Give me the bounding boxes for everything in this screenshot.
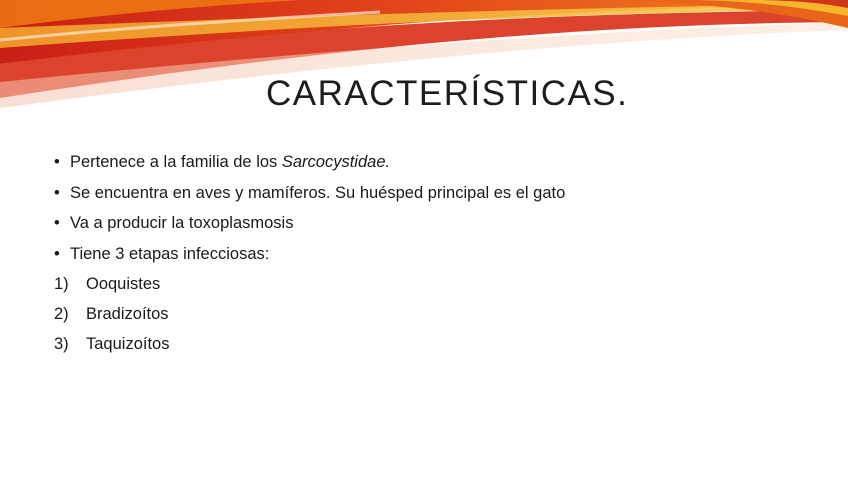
bullet-text: Tiene 3 etapas infecciosas: [70,245,270,263]
bullet-marker: • [54,184,60,202]
numbered-text: Taquizoítos [86,335,170,353]
bullet-marker: • [54,153,60,171]
bullet-marker: • [54,245,60,263]
bullet-item [54,214,293,233]
numbered-item [54,305,169,324]
numbered-item [54,275,160,294]
bullet-item [54,184,565,203]
slide-title: CARACTERÍSTICAS. [266,74,629,113]
number-marker: 2) [54,305,69,323]
bullet-item [54,245,269,264]
bullet-marker: • [54,214,60,232]
numbered-item [54,335,169,354]
bullet-text: Se encuentra en aves y mamíferos. Su huésped principal es el gato [70,184,566,202]
bullet-text: Pertenece a la familia de los [70,153,282,171]
bullet-item [54,153,390,172]
number-marker: 1) [54,275,69,293]
numbered-text: Bradizoítos [86,305,169,323]
bullet-emphasis: Sarcocystidae. [281,153,391,171]
numbered-text: Ooquistes [86,275,161,293]
number-marker: 3) [54,335,69,353]
bullet-text: Va a producir la toxoplasmosis [70,214,294,232]
